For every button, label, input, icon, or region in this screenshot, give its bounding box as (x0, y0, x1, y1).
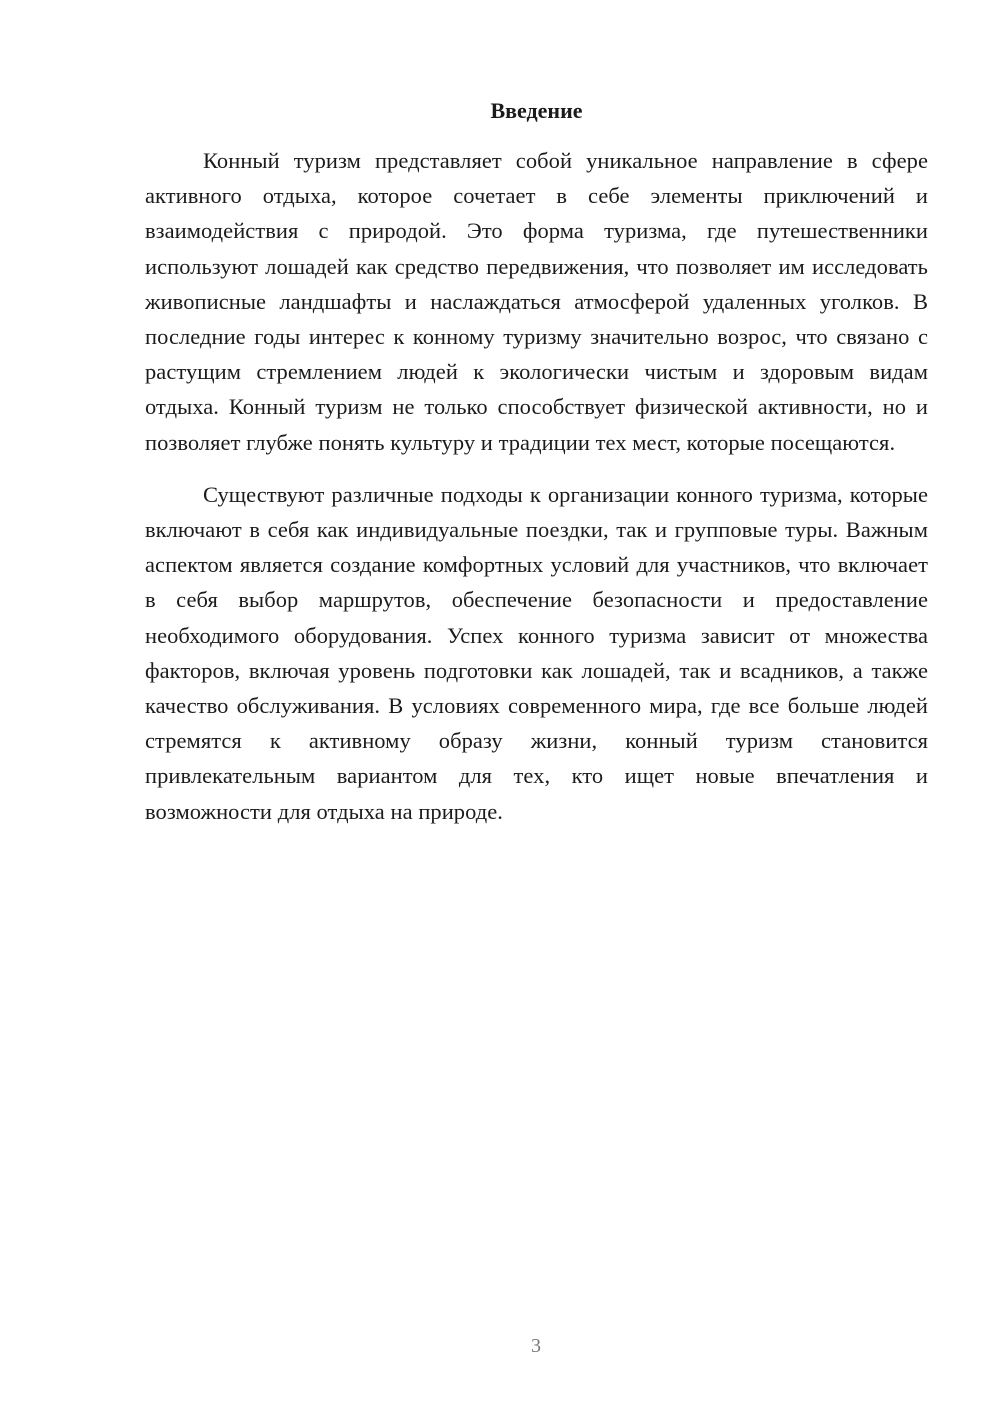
section-heading: Введение (490, 98, 583, 123)
document-body (145, 143, 928, 829)
paragraph-1: Конный туризм представляет собой уникальное направление в сфере активного отдыха, которое сочетает в себе элементы приключений и взаимодействия с природой. Это форма туризма, где путешественники используют лошадей как средство передвижения, что позволяет им исследовать живописные ландшафты и наслаждаться атмосферой удаленных уголков. В последние годы интерес к конному туризму значительно возрос, что связано с растущим стремлением людей к экологически чистым и здоровым видам отдыха. Конный туризм не только способствует физической активности, но и позволяет глубже понять культуру и традиции тех мест, которые посещаются. (145, 148, 928, 455)
page-number: 3 (531, 1335, 541, 1357)
paragraph-2: Существуют различные подходы к организации конного туризма, которые включают в себя как индивидуальные поездки, так и групповые туры. Важным аспектом является создание комфортных условий для участников, что включает в себя выбор маршрутов, обеспечение безопасности и предоставление необходимого оборудования. Успех конного туризма зависит от множества факторов, включая уровень подготовки как лошадей, так и всадников, а также качество обслуживания. В условиях современного мира, где все больше людей стремятся к активному образу жизни, конный туризм становится привлекательным вариантом для тех, кто ищет новые впечатления и возможности для отдыха на природе. (145, 481, 928, 824)
